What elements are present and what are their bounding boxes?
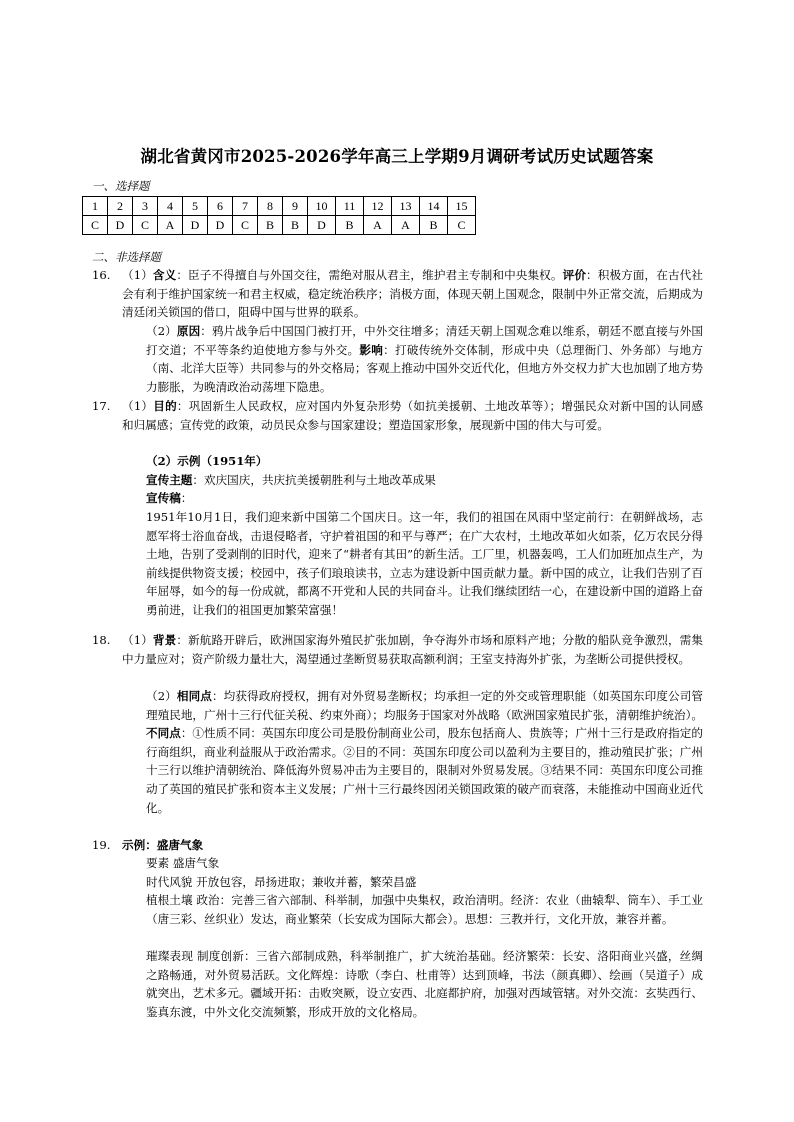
table-cell: 6: [208, 197, 233, 216]
table-cell: D: [108, 216, 133, 235]
table-cell: 5: [183, 197, 208, 216]
answer-text: ：鸦片战争后中国国门被打开，中外交往增多；清廷天朝上国观念难以维系，朝廷不愿直接与外国打交道；不平等条约迫使地方参与外交。: [146, 324, 703, 357]
table-cell: 9: [283, 197, 308, 216]
table-cell: D: [183, 216, 208, 235]
part-prefix: （1）: [122, 268, 153, 282]
table-cell: 13: [392, 197, 420, 216]
table-cell: A: [392, 216, 420, 235]
table-cell: 2: [108, 197, 133, 216]
q17-theme: [146, 471, 703, 490]
answer-text: ：打破传统外交体制，形成中央（总理衙门、外务部）与地方（南、北洋大臣等）共同参与的外交格局；客观上推动中国外交近代化，但地方外交权力扩大也加剧了地方势力膨胀，为晚清政治动荡埋下隐患。: [146, 342, 703, 394]
section-heading-open: 二、非选择题: [92, 250, 161, 264]
answer-text: ：欢庆国庆，共庆抗美援朝胜利与土地改革成果: [192, 473, 436, 487]
q16-part1: [122, 266, 703, 322]
keyword: 原因: [176, 324, 201, 338]
table-cell: B: [336, 216, 364, 235]
question-number: 17.: [92, 399, 111, 413]
table-cell: 1: [83, 197, 108, 216]
part-prefix: （1）: [122, 399, 154, 413]
table-cell: D: [208, 216, 233, 235]
table-cell: A: [158, 216, 183, 235]
part-prefix: （2）: [146, 689, 177, 703]
section-heading-choice: 一、选择题: [92, 179, 150, 193]
table-cell: A: [364, 216, 392, 235]
table-cell: 14: [420, 197, 448, 216]
table-cell: 11: [336, 197, 364, 216]
table-cell: C: [133, 216, 158, 235]
keyword: 评价: [562, 268, 587, 282]
table-cell: B: [420, 216, 448, 235]
q16-part2: [146, 322, 703, 396]
keyword: 不同点: [146, 726, 181, 741]
answer-text: ：臣子不得擅自与外国交往，需绝对服从君主，维护君主专制和中央集权。: [176, 268, 563, 282]
answer-table-answer-row: [83, 216, 476, 235]
answer-text: ：均获得政府授权，拥有对外贸易垄断权；均承担一定的外交或管理职能（如英国东印度公司管理殖民地，广州十三行代征关税、约束外商）；均服务于国家对外战略（欧洲国家殖民扩张，清朝维护统治）。: [146, 689, 703, 722]
answer-text: ：积极方面，在古代社会有利于维护国家统一和君主权威，稳定统治秩序；消极方面，体现天朝上国观念，限制中外正常交流，后期成为清廷闭关锁国的借口，阻碍中国与世界的联系。: [122, 268, 703, 320]
q17-draft-label: [146, 489, 703, 508]
answer-text: ：: [180, 491, 193, 505]
q18-part2: [146, 687, 703, 817]
q19-line-4: 璀璨表现 制度创新：三省六部制成熟，科举制推广，扩大统治基础。经济繁荣：长安、洛阳商业兴盛，丝绸之路畅通，对外贸易活跃。文化辉煌：诗歌（李白、杜甫等）达到顶峰，书法（颜真卿）、绘画（吴道子）成就突出，艺术多元。疆域开拓：击败突厥，设立安西、北庭都护府，加强对西域管辖。对外交流：玄奘西行、鉴真东渡，中外文化交流频繁，形成开放的文化格局。: [146, 949, 703, 1019]
answer-text: ：①性质不同：英国东印度公司是股份制商业公司，股东包括商人、贵族等；广州十三行是政府指定的行商组织，商业利益服从于政治需求。②目的不同：英国东印度公司以盈利为主要目的，推动殖民扩张；广州十三行以维护清朝统治、降低海外贸易冲击为主要目的，限制对外贸易发展。③结果不同：英国东印度公司推动了英国的殖民扩张和资本主义发展；广州十三行最终因闭关锁国政策的破产而衰落，未能推动中国商业近代化。: [146, 726, 703, 815]
part-prefix: （2）: [146, 324, 177, 338]
table-cell: 8: [258, 197, 283, 216]
q19-line-1: 要素 盛唐气象: [146, 856, 220, 870]
q19-line-2: 时代风貌 开放包容，昂扬进取；兼收并蓄，繁荣昌盛: [146, 875, 417, 889]
q19-line-3: 植根土壤 政治：完善三省六部制、科举制，加强中央集权，政治清明。经济：农业（曲辕犁、筒车）、手工业（唐三彩、丝织业）发达，商业繁荣（长安成为国际大都会）。思想：三教并行，文化开放，兼容并蓄。: [146, 893, 703, 926]
table-cell: 7: [233, 197, 258, 216]
question-number: 19.: [92, 838, 111, 852]
keyword: 含义: [152, 268, 177, 282]
q17-part1: [122, 397, 703, 434]
keyword: 背景: [152, 633, 177, 647]
page-title: 湖北省黄冈市2025-2026学年高三上学期9月调研考试历史试题答案: [140, 147, 654, 166]
keyword: 目的: [153, 399, 177, 413]
question-number: 18.: [92, 633, 111, 647]
q19-label: [122, 836, 703, 855]
answer-table-number-row: [83, 197, 476, 216]
answer-text: ：新航路开辟后，欧洲国家海外殖民扩张加剧，争夺海外市场和原料产地；分散的船队竞争激烈，需集中力量应对；资产阶级力量壮大，渴望通过垄断贸易获取高额利润；王室支持海外扩张，为垄断公司提供授权。: [122, 633, 703, 666]
table-cell: B: [283, 216, 308, 235]
table-cell: D: [308, 216, 336, 235]
table-cell: 15: [448, 197, 476, 216]
table-cell: 12: [364, 197, 392, 216]
part-prefix: （1）: [122, 633, 153, 647]
question-number: 16.: [92, 268, 111, 282]
answer-text: ：巩固新生人民政权，应对国内外复杂形势（如抗美援朝、土地改革等）；增强民众对新中国的认同感和归属感；宣传党的政策，动员民众参与国家建设；塑造国家形象，展现新中国的伟大与可爱。: [122, 399, 703, 432]
keyword: 相同点: [176, 689, 212, 703]
keyword: 宣传稿: [146, 491, 181, 505]
keyword: 宣传主题: [146, 473, 193, 487]
table-cell: 10: [308, 197, 336, 216]
q18-part1: [122, 631, 703, 668]
q17-draft-body: 1951年10月1日，我们迎来新中国第二个国庆日。这一年，我们的祖国在风雨中坚定前行：在朝鲜战场，志愿军将士浴血奋战，击退侵略者，守护着祖国的和平与尊严；在广大农村，土地改革如火如荼，亿万农民分得土地，告别了受剥削的旧时代，迎来了“耕者有其田”的新生活。工厂里，机器轰鸣，工人们加班加点生产，为前线提供物资支援；校园中，孩子们琅琅读书，立志为建设新中国贡献力量。新中国的成立，让我们告别了百年屈辱，如今的每一份成就，都离不开党和人民的共同奋斗。让我们继续团结一心，在建设新中国的道路上奋勇前进，让我们的祖国更加繁荣富强！: [146, 510, 703, 617]
keyword: 影响: [359, 342, 384, 357]
table-cell: 3: [133, 197, 158, 216]
table-cell: B: [258, 216, 283, 235]
table-cell: 4: [158, 197, 183, 216]
answer-table: [82, 196, 476, 235]
example-label: （2）示例（1951年）: [146, 454, 268, 468]
table-cell: C: [83, 216, 108, 235]
example-label: 示例：盛唐气象: [122, 838, 204, 852]
table-cell: C: [448, 216, 476, 235]
q17-part2-label: [146, 452, 703, 471]
table-cell: C: [233, 216, 258, 235]
